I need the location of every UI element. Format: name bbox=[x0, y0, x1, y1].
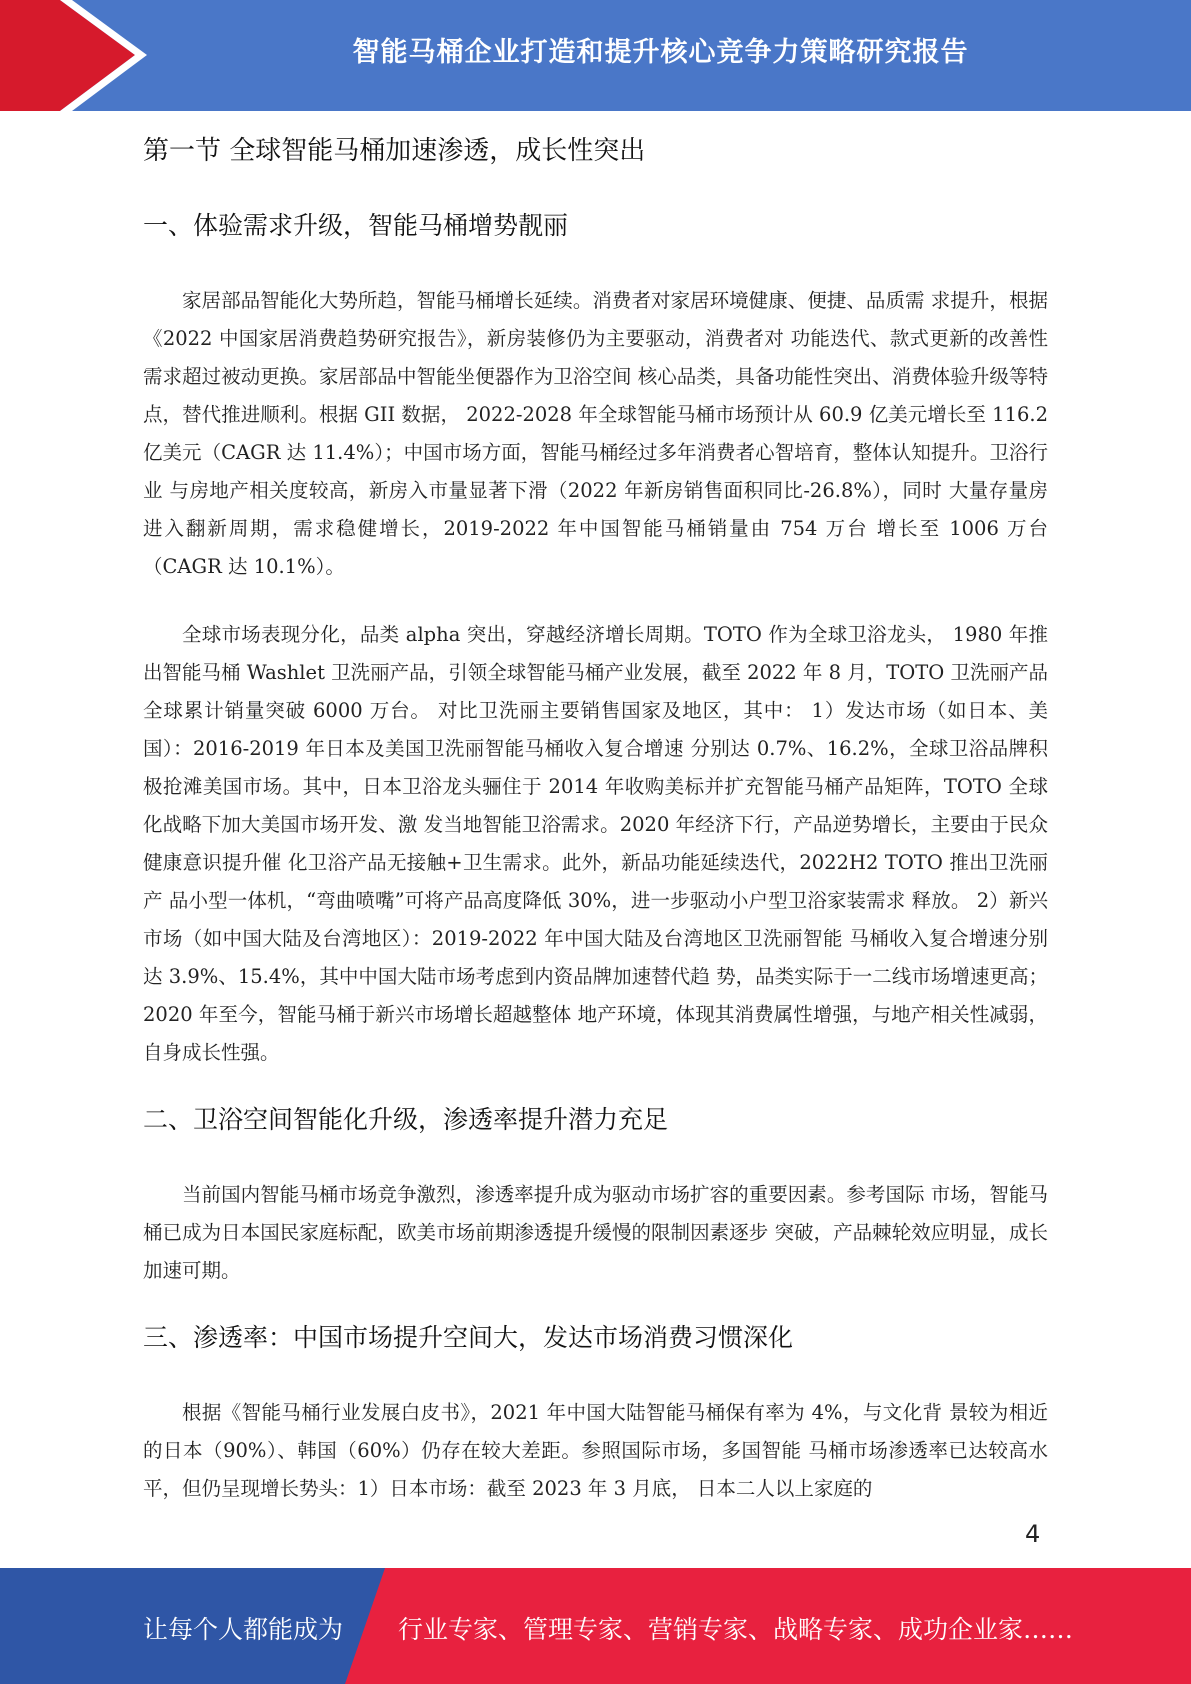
chevron-arrow-icon bbox=[0, 0, 160, 111]
body-paragraph: 当前国内智能马桶市场竞争激烈，渗透率提升成为驱动市场扩容的重要因素。参考国际 市场，智能马桶已成为日本国民家庭标配，欧美市场前期渗透提升缓慢的限制因素逐步 突破，产品棘轮效应明显，成长加速可期。 bbox=[143, 1183, 1048, 1282]
body-paragraph: 全球市场表现分化，品类 alpha 突出，穿越经济增长周期。TOTO 作为全球卫浴龙头， 1980 年推出智能马桶 Washlet 卫洗丽产品，引领全球智能马桶产业发展，截至 2022 年 8 月，TOTO 卫洗丽产品全球累计销量突破 6000 万台。 对比卫洗丽主要销售国家及地区，其中： 1）发达市场（如日本、美国）：2016-2019 年日本及美国卫洗丽智能马桶收入复合增速 分别达 0.7%、16.2%，全球卫浴品牌积极抢滩美国市场。其中，日本卫浴龙头骊住于 2014 年收购美标并扩充智能马桶产品矩阵，TOTO 全球化战略下加大美国市场开发、激 发当地智能卫浴需求。2020 年经济下行，产品逆势增长，主要由于民众健康意识提升催 化卫浴产品无接触+卫生需求。此外，新品功能延续迭代，2022H2 TOTO 推出卫洗丽产 品小型一体机，“弯曲喷嘴”可将产品高度降低 30%，进一步驱动小户型卫浴家装需求 释放。 2）新兴市场（如中国大陆及台湾地区）：2019-2022 年中国大陆及台湾地区卫洗丽智能 马桶收入复合增速分别达 3.9%、15.4%，其中中国大陆市场考虑到内资品牌加速替代趋 势，品类实际于一二线市场增速更高；2020 年至今，智能马桶于新兴市场增长超越整体 地产环境，体现其消费属性增强，与地产相关性减弱，自身成长性强。 bbox=[143, 623, 1048, 1064]
footer-slogan-right: 行业专家、管理专家、营销专家、战略专家、成功企业家…… bbox=[398, 1615, 1074, 1644]
report-title: 智能马桶企业打造和提升核心竞争力策略研究报告 bbox=[352, 37, 969, 68]
section-title: 第一节 全球智能马桶加速渗透，成长性突出 bbox=[143, 136, 646, 166]
subsection-heading-3: 三、渗透率：中国市场提升空间大，发达市场消费习惯深化 bbox=[143, 1323, 794, 1352]
page-header bbox=[0, 0, 1191, 111]
page-content bbox=[143, 128, 1048, 1538]
subsection-heading-1: 一、体验需求升级，智能马桶增势靓丽 bbox=[143, 211, 569, 240]
body-paragraph: 根据《智能马桶行业发展白皮书》，2021 年中国大陆智能马桶保有率为 4%，与文化背 景较为相近的日本（90%）、韩国（60%）仍存在较大差距。参照国际市场，多国智能 马桶市场渗透率已达较高水平，但仍呈现增长势头：1）日本市场：截至 2023 年 3 月底， 日本二人以上家庭的 bbox=[143, 1401, 1048, 1500]
page-number: 4 bbox=[1025, 1520, 1041, 1548]
subsection-heading-2: 二、卫浴空间智能化升级，渗透率提升潜力充足 bbox=[143, 1105, 669, 1134]
footer-slogan-left: 让每个人都能成为 bbox=[143, 1615, 344, 1644]
page-footer bbox=[0, 1568, 1191, 1684]
body-paragraph: 家居部品智能化大势所趋，智能马桶增长延续。消费者对家居环境健康、便捷、品质需 求提升，根据《2022 中国家居消费趋势研究报告》，新房装修仍为主要驱动，消费者对 功能迭代、款式更新的改善性需求超过被动更换。家居部品中智能坐便器作为卫浴空间 核心品类，具备功能性突出、消费体验升级等特点，替代推进顺利。根据 GII 数据， 2022-2028 年全球智能马桶市场预计从 60.9 亿美元增长至 116.2 亿美元（CAGR 达 11.4%）；中国市场方面，智能马桶经过多年消费者心智培育，整体认知提升。卫浴行业 与房地产相关度较高，新房入市量显著下滑（2022 年新房销售面积同比-26.8%），同时 大量存量房进入翻新周期，需求稳健增长，2019-2022 年中国智能马桶销量由 754 万台 增长至 1006 万台（CAGR 达 10.1%）。 bbox=[143, 289, 1048, 578]
